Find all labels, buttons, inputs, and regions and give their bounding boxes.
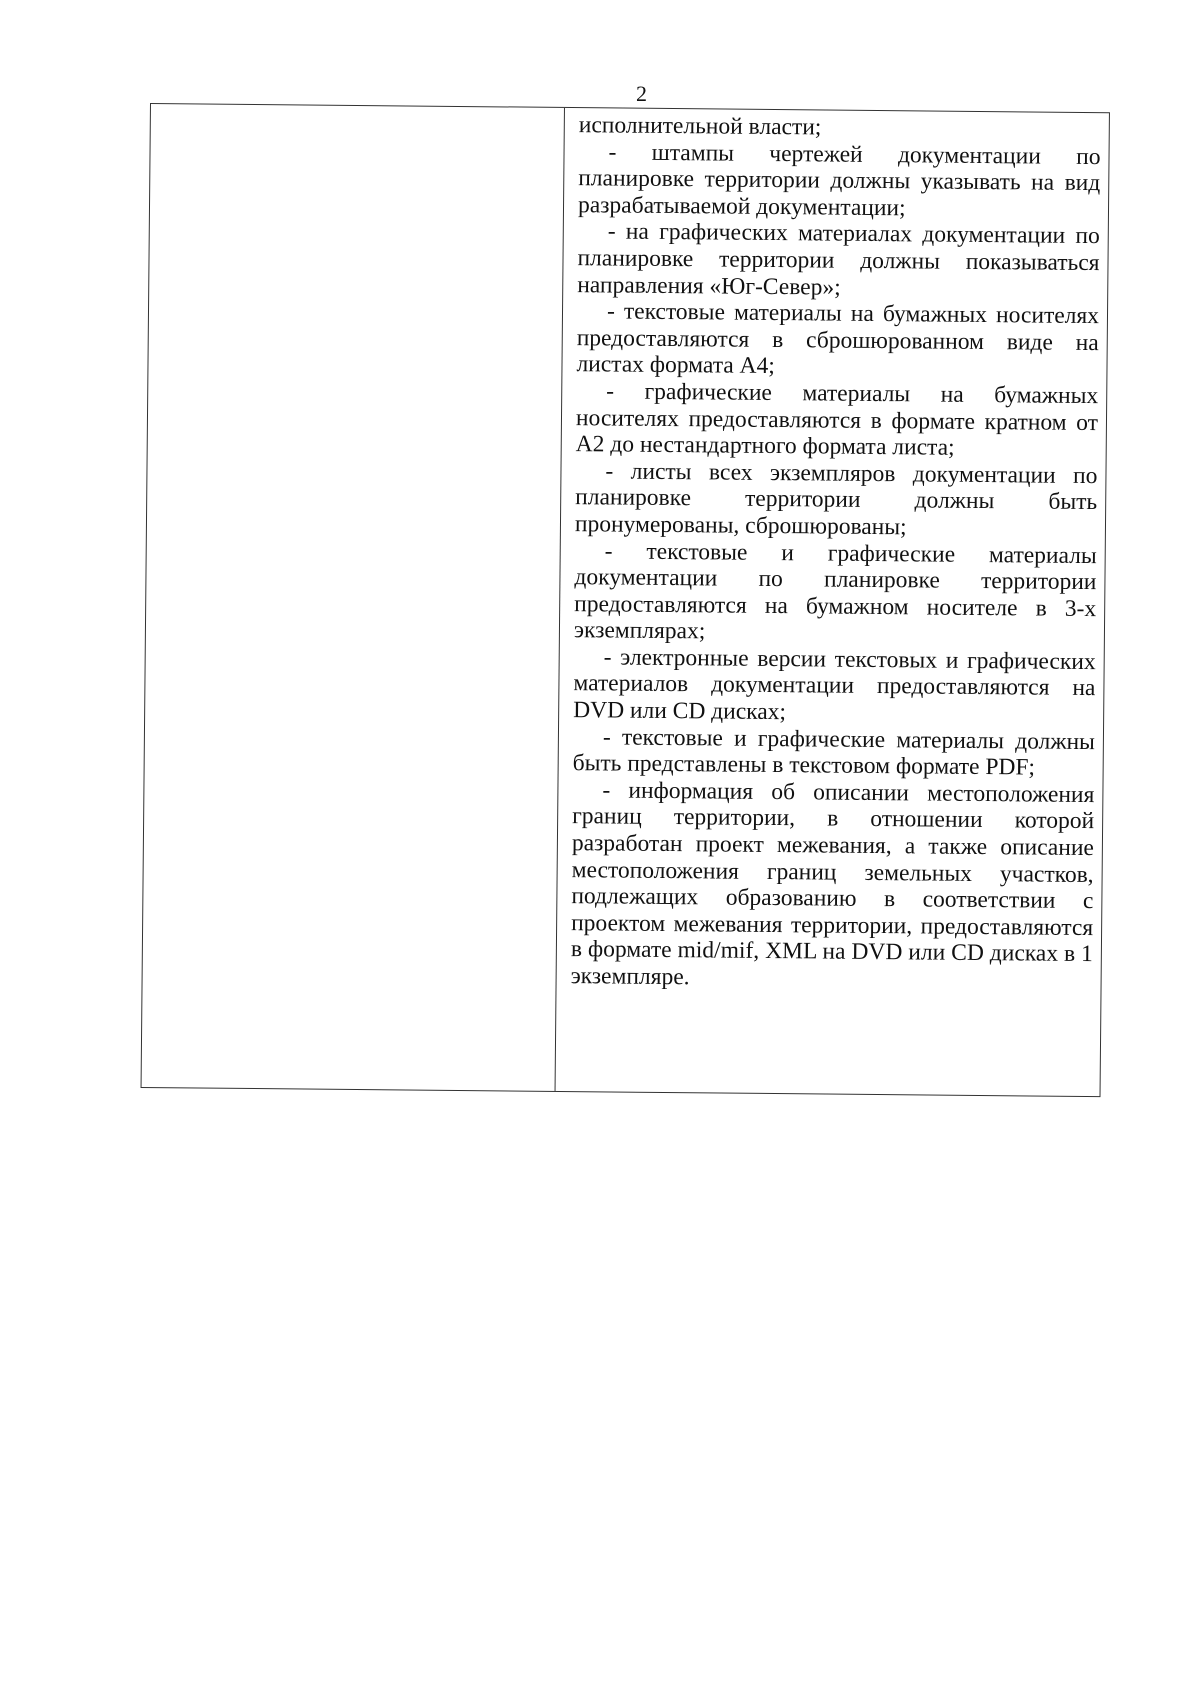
requirement-item: - электронные версии текстовых и графических материалов документации предоставляются на DVD или CD дисках; — [573, 644, 1096, 726]
table-cell-left — [142, 104, 565, 1091]
requirement-item: - текстовые и графические материалы документации по планировке территории предоставляются на бумажном носителе в 3-х экземплярах; — [573, 537, 1097, 645]
requirement-item: - на графических материалах документации по планировке территории должны показываться направления «Юг-Север»; — [577, 218, 1100, 301]
continuation-text: исполнительной власти; — [578, 112, 822, 141]
requirements-table — [141, 103, 1110, 1097]
requirement-item: - штампы чертежей документации по планировке территории должны указывать на вид разрабатываемой документации; — [577, 138, 1101, 222]
page-number: 2 — [636, 81, 647, 106]
requirement-item: - текстовые и графические материалы должны быть представлены в текстовом формате PDF; — [572, 724, 1096, 781]
requirement-item: - графические материалы на бумажных носителях предоставляются в формате кратном от А2 до нестандартного формата листа; — [575, 378, 1099, 461]
requirement-item: - информация об описании местоположения границ территории, в отношении которой разработан проект межевания, а также описание местоположения границ земельных участков, подлежащих образованию в соответствии с проектом межевания территории, предоставляются в формате mid/mif, XML на DVD или CD дисках в 1 экземпляре. — [570, 777, 1095, 991]
table-cell-right — [556, 108, 1111, 1096]
requirement-item: - текстовые материалы на бумажных носителях предоставляются в сброшюрованном виде на листах формата А4; — [576, 298, 1100, 380]
requirement-item: - листы всех экземпляров документации по планировке территории должны быть пронумерованы, сброшюрованы; — [574, 458, 1098, 541]
